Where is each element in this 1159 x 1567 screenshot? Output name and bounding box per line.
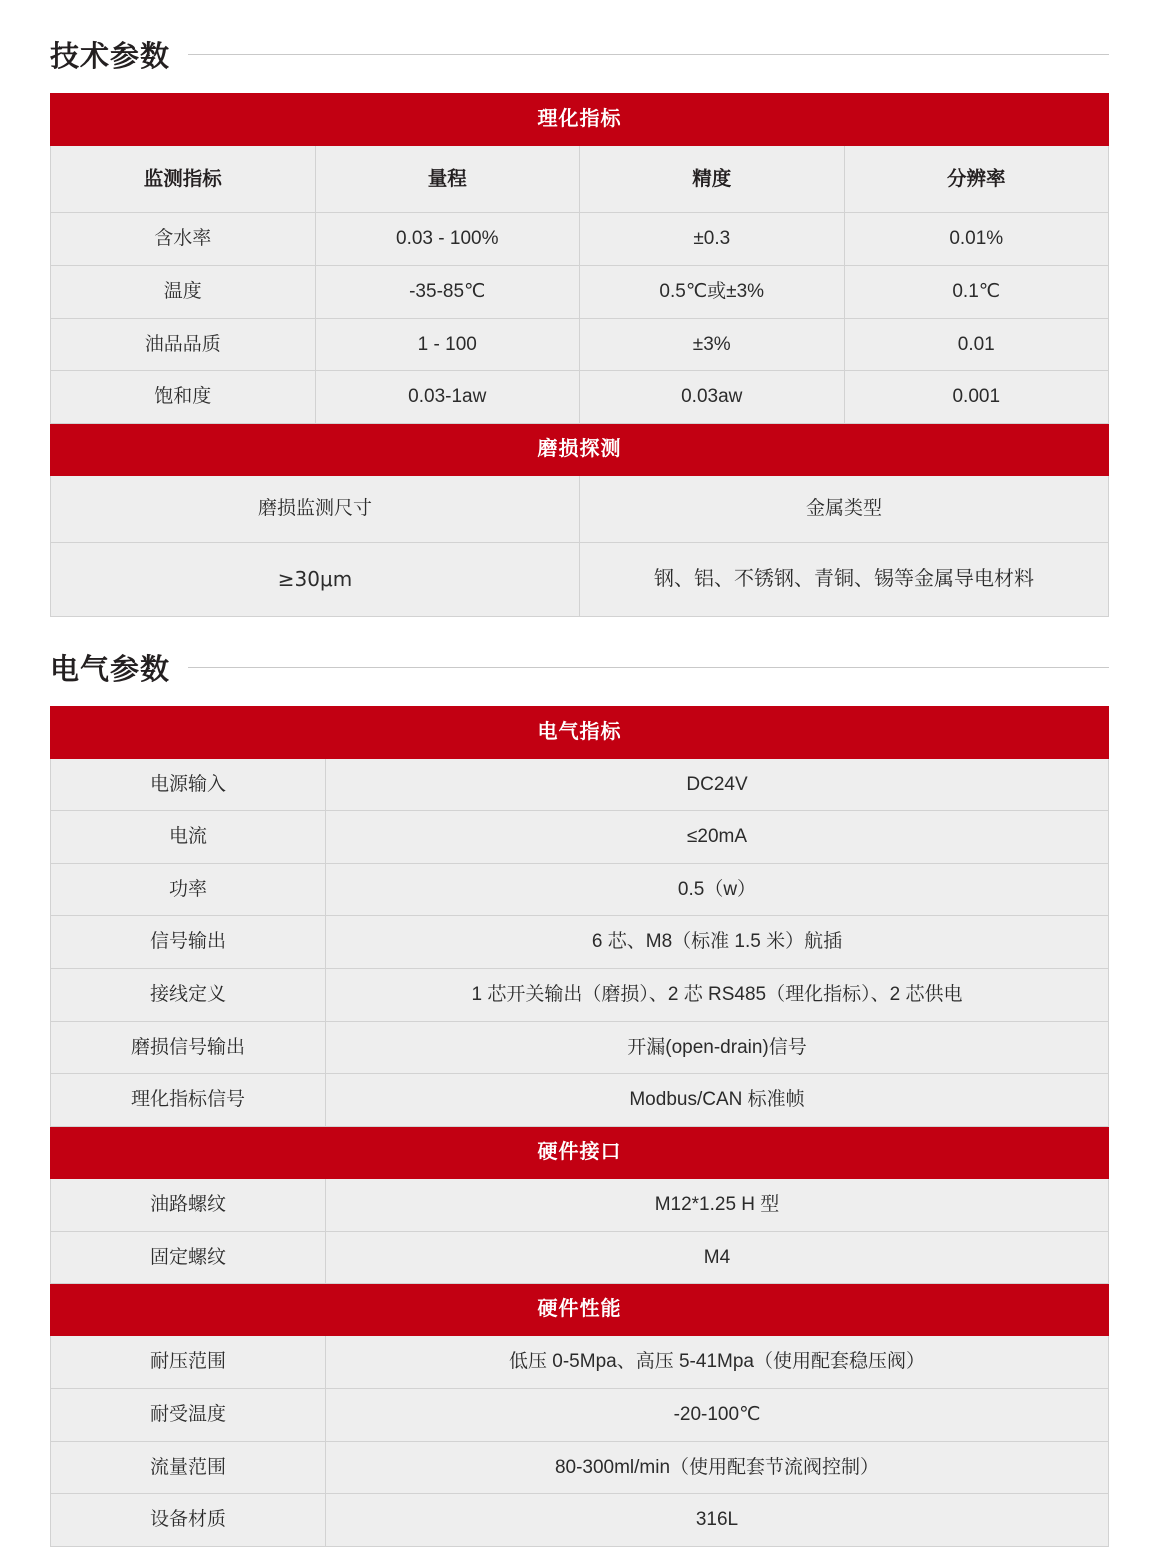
section-heading-electrical	[50, 647, 1109, 688]
cell-value: 80-300ml/min（使用配套节流阀控制）	[326, 1441, 1109, 1494]
cell-label: 电流	[51, 811, 326, 864]
table-banner-physical-chemical	[51, 94, 1109, 146]
table-row	[51, 1441, 1109, 1494]
cell-range: 0.03 - 100%	[315, 213, 580, 266]
table-banner-hardware-performance	[51, 1284, 1109, 1336]
technical-spec-table	[50, 93, 1109, 617]
column-header-wear-size: 磨损监测尺寸	[51, 475, 580, 542]
table-banner-hardware-interface	[51, 1127, 1109, 1179]
table-row	[51, 265, 1109, 318]
banner-label: 理化指标	[51, 94, 1109, 146]
cell-value: ≤20mA	[326, 811, 1109, 864]
electrical-spec-table	[50, 706, 1109, 1547]
heading-divider-line	[188, 667, 1109, 668]
cell-accuracy: 0.5℃或±3%	[580, 265, 845, 318]
banner-label: 硬件性能	[51, 1284, 1109, 1336]
cell-value: 开漏(open-drain)信号	[326, 1021, 1109, 1074]
table-row	[51, 542, 1109, 616]
table-row	[51, 1179, 1109, 1232]
cell-label: 耐受温度	[51, 1388, 326, 1441]
section-heading-technical	[50, 34, 1109, 75]
table-row	[51, 863, 1109, 916]
cell-value: M12*1.25 H 型	[326, 1179, 1109, 1232]
banner-label: 电气指标	[51, 706, 1109, 758]
cell-wear-size: ≥30μm	[51, 542, 580, 616]
cell-value: 低压 0-5Mpa、高压 5-41Mpa（使用配套稳压阀）	[326, 1336, 1109, 1389]
table-row	[51, 811, 1109, 864]
cell-resolution: 0.001	[844, 371, 1109, 424]
table-row	[51, 969, 1109, 1022]
table-row	[51, 475, 1109, 542]
cell-range: -35-85℃	[315, 265, 580, 318]
heading-divider-line	[188, 54, 1109, 55]
cell-resolution: 0.01%	[844, 213, 1109, 266]
cell-accuracy: ±3%	[580, 318, 845, 371]
section-title: 技术参数	[50, 41, 171, 73]
cell-value: 6 芯、M8（标准 1.5 米）航插	[326, 916, 1109, 969]
cell-label: 接线定义	[51, 969, 326, 1022]
cell-label: 油路螺纹	[51, 1179, 326, 1232]
table-row	[51, 1074, 1109, 1127]
cell-label: 信号输出	[51, 916, 326, 969]
table-banner-wear-detection	[51, 423, 1109, 475]
cell-label: 功率	[51, 863, 326, 916]
column-header-metal-type: 金属类型	[580, 475, 1109, 542]
column-header-range: 量程	[315, 146, 580, 213]
table-banner-electrical	[51, 706, 1109, 758]
cell-value: M4	[326, 1231, 1109, 1284]
table-row	[51, 213, 1109, 266]
table-row	[51, 371, 1109, 424]
section-title: 电气参数	[50, 653, 171, 686]
cell-metric: 含水率	[51, 213, 316, 266]
cell-label: 电源输入	[51, 758, 326, 811]
table-row	[51, 1336, 1109, 1389]
cell-range: 1 - 100	[315, 318, 580, 371]
cell-accuracy: 0.03aw	[580, 371, 845, 424]
cell-value: DC24V	[326, 758, 1109, 811]
cell-metal-type: 钢、铝、不锈钢、青铜、锡等金属导电材料	[580, 542, 1109, 616]
table-row	[51, 916, 1109, 969]
table-row	[51, 318, 1109, 371]
cell-value: Modbus/CAN 标准帧	[326, 1074, 1109, 1127]
table-row	[51, 1388, 1109, 1441]
cell-metric: 饱和度	[51, 371, 316, 424]
banner-label: 硬件接口	[51, 1127, 1109, 1179]
cell-value: 1 芯开关输出（磨损）、2 芯 RS485（理化指标）、2 芯供电	[326, 969, 1109, 1022]
column-header-accuracy: 精度	[580, 146, 845, 213]
cell-accuracy: ±0.3	[580, 213, 845, 266]
cell-label: 磨损信号输出	[51, 1021, 326, 1074]
cell-label: 设备材质	[51, 1494, 326, 1547]
table-row	[51, 1021, 1109, 1074]
table-row	[51, 1231, 1109, 1284]
column-header-metric: 监测指标	[51, 146, 316, 213]
cell-metric: 油品品质	[51, 318, 316, 371]
cell-label: 流量范围	[51, 1441, 326, 1494]
banner-label: 磨损探测	[51, 423, 1109, 475]
cell-value: 316L	[326, 1494, 1109, 1547]
cell-value: -20-100℃	[326, 1388, 1109, 1441]
cell-label: 理化指标信号	[51, 1074, 326, 1127]
cell-value: 0.5（w）	[326, 863, 1109, 916]
table-row	[51, 1494, 1109, 1547]
cell-resolution: 0.1℃	[844, 265, 1109, 318]
table-row	[51, 758, 1109, 811]
cell-metric: 温度	[51, 265, 316, 318]
cell-resolution: 0.01	[844, 318, 1109, 371]
cell-range: 0.03-1aw	[315, 371, 580, 424]
cell-label: 固定螺纹	[51, 1231, 326, 1284]
column-header-resolution: 分辨率	[844, 146, 1109, 213]
cell-label: 耐压范围	[51, 1336, 326, 1389]
table-column-header-row	[51, 146, 1109, 213]
